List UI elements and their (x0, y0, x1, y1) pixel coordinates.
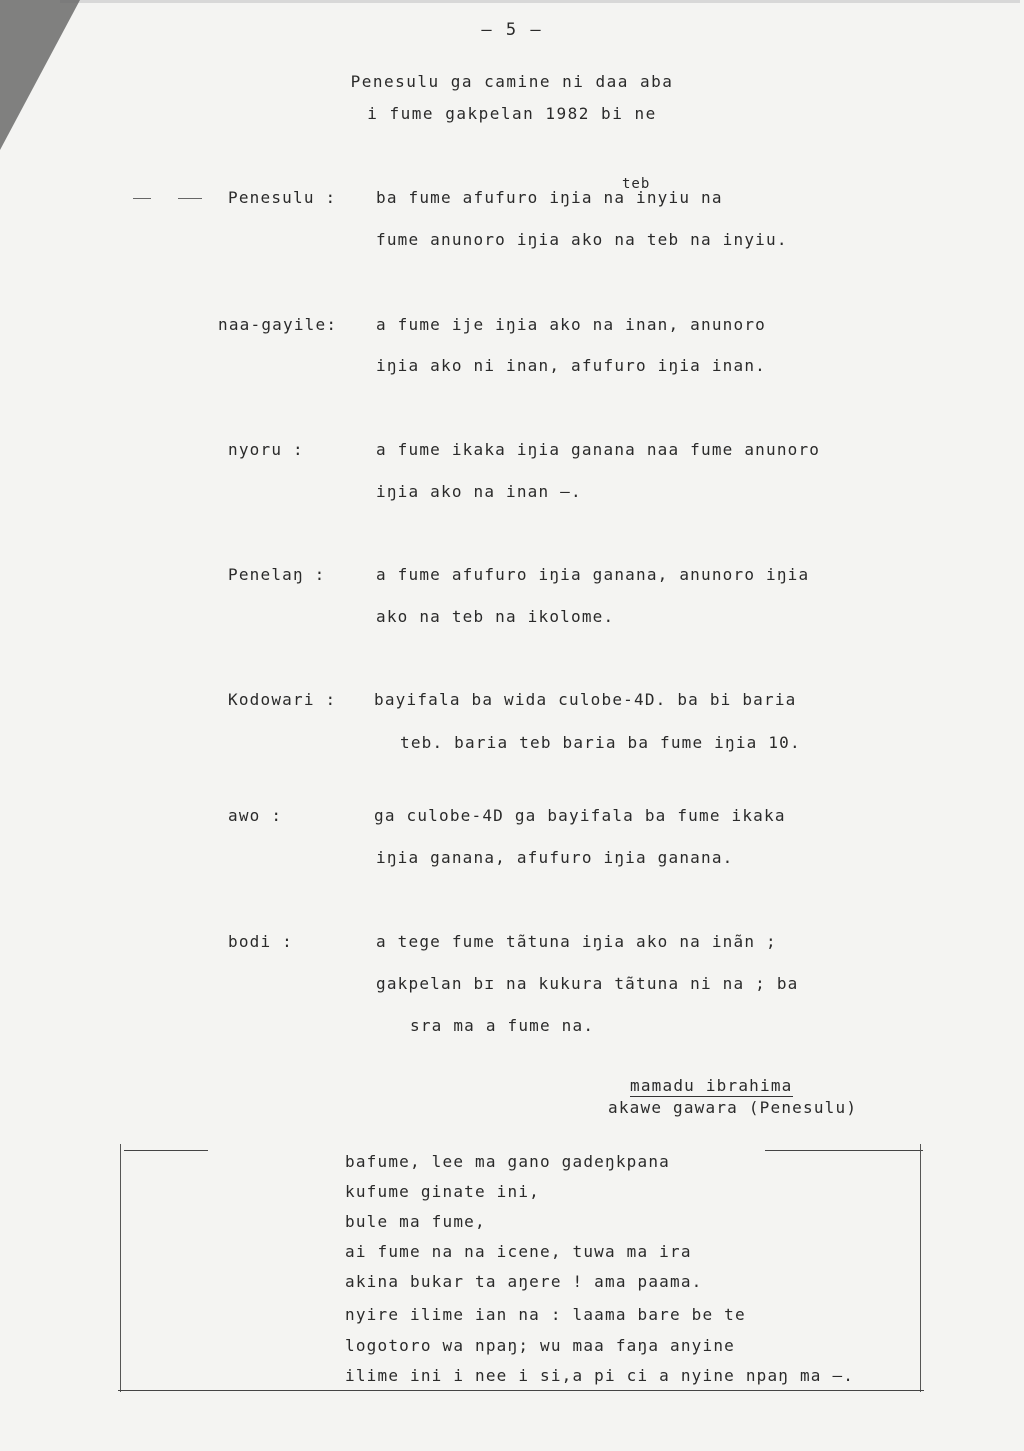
poem-line: ai fume na na icene, tuwa ma ira (345, 1242, 692, 1261)
entry-text-line: gakpelan bɪ na kukura tãtuna ni na ; ba (376, 974, 799, 993)
entry-label-penelang: Penelaŋ : (228, 565, 326, 584)
entry-text-line: fume anunoro iŋia ako na teb na inyiu. (376, 230, 788, 249)
entry-text-line: a fume afufuro iŋia ganana, anunoro iŋia (376, 565, 810, 584)
entry-text-line: ga culobe-4D ga bayifala ba fume ikaka (374, 806, 786, 825)
entry-label-nyoru: nyoru : (228, 440, 304, 459)
superscript-insert: teb (622, 176, 651, 192)
page-top-edge (60, 0, 1020, 3)
entry-label-awo: awo : (228, 806, 283, 825)
entry-text-line: a tege fume tãtuna iŋia ako na inãn ; (376, 932, 777, 951)
entry-text-line: teb. baria teb baria ba fume iŋia 10. (400, 733, 801, 752)
entry-text-line: iŋia ako ni inan, afufuro iŋia inan. (376, 356, 766, 375)
poem-line: akina bukar ta aŋere ! ama paama. (345, 1272, 703, 1291)
signature-title: akawe gawara (Penesulu) (608, 1098, 858, 1117)
poem-line: bule ma fume, (345, 1212, 486, 1231)
box-top-left-rule (124, 1150, 208, 1151)
entry-label-penesulu: Penesulu : (228, 188, 337, 207)
poem-line: bafume, lee ma gano gadeŋkpana (345, 1152, 670, 1171)
entry-text-line: bayifala ba wida culobe-4D. ba bi baria (374, 690, 797, 709)
entry-label-bodi: bodi : (228, 932, 293, 951)
entry-text-line: ako na teb na ikolome. (376, 607, 615, 626)
margin-dash (178, 198, 202, 199)
entry-label-kodowari: Kodowari : (228, 690, 337, 709)
poem-line: kufume ginate ini, (345, 1182, 540, 1201)
page-number: – 5 – (481, 20, 543, 40)
poem-line: logotoro wa npaŋ; wu maa faŋa anyine (345, 1336, 735, 1355)
poem-line: ilime ini i nee i si,a pi ci a nyine npaŋ ma –. (345, 1366, 855, 1385)
entry-label-naa-gayile: naa-gayile: (218, 315, 338, 334)
entry-text-line: ba fume afufuro iŋia na inyiu na (376, 188, 723, 207)
entry-text-line: a fume ikaka iŋia ganana naa fume anunoro (376, 440, 821, 459)
box-top-right-rule (765, 1150, 923, 1151)
entry-text-line: a fume ije iŋia ako na inan, anunoro (376, 315, 766, 334)
document-title-line-2: i fume gakpelan 1982 bi ne (367, 104, 657, 123)
entry-text-line: iŋia ganana, afufuro iŋia ganana. (376, 848, 734, 867)
signature-name: mamadu ibrahima (630, 1076, 793, 1095)
box-bottom-rule (118, 1390, 924, 1391)
document-title-line-1: Penesulu ga camine ni daa aba (350, 72, 674, 91)
box-left-border (120, 1144, 121, 1392)
margin-dash (133, 198, 151, 199)
box-right-border (920, 1144, 921, 1392)
poem-line: nyire ilime ian na : laama bare be te (345, 1305, 746, 1324)
entry-text-line: iŋia ako na inan –. (376, 482, 582, 501)
entry-text-line: sra ma a fume na. (410, 1016, 595, 1035)
